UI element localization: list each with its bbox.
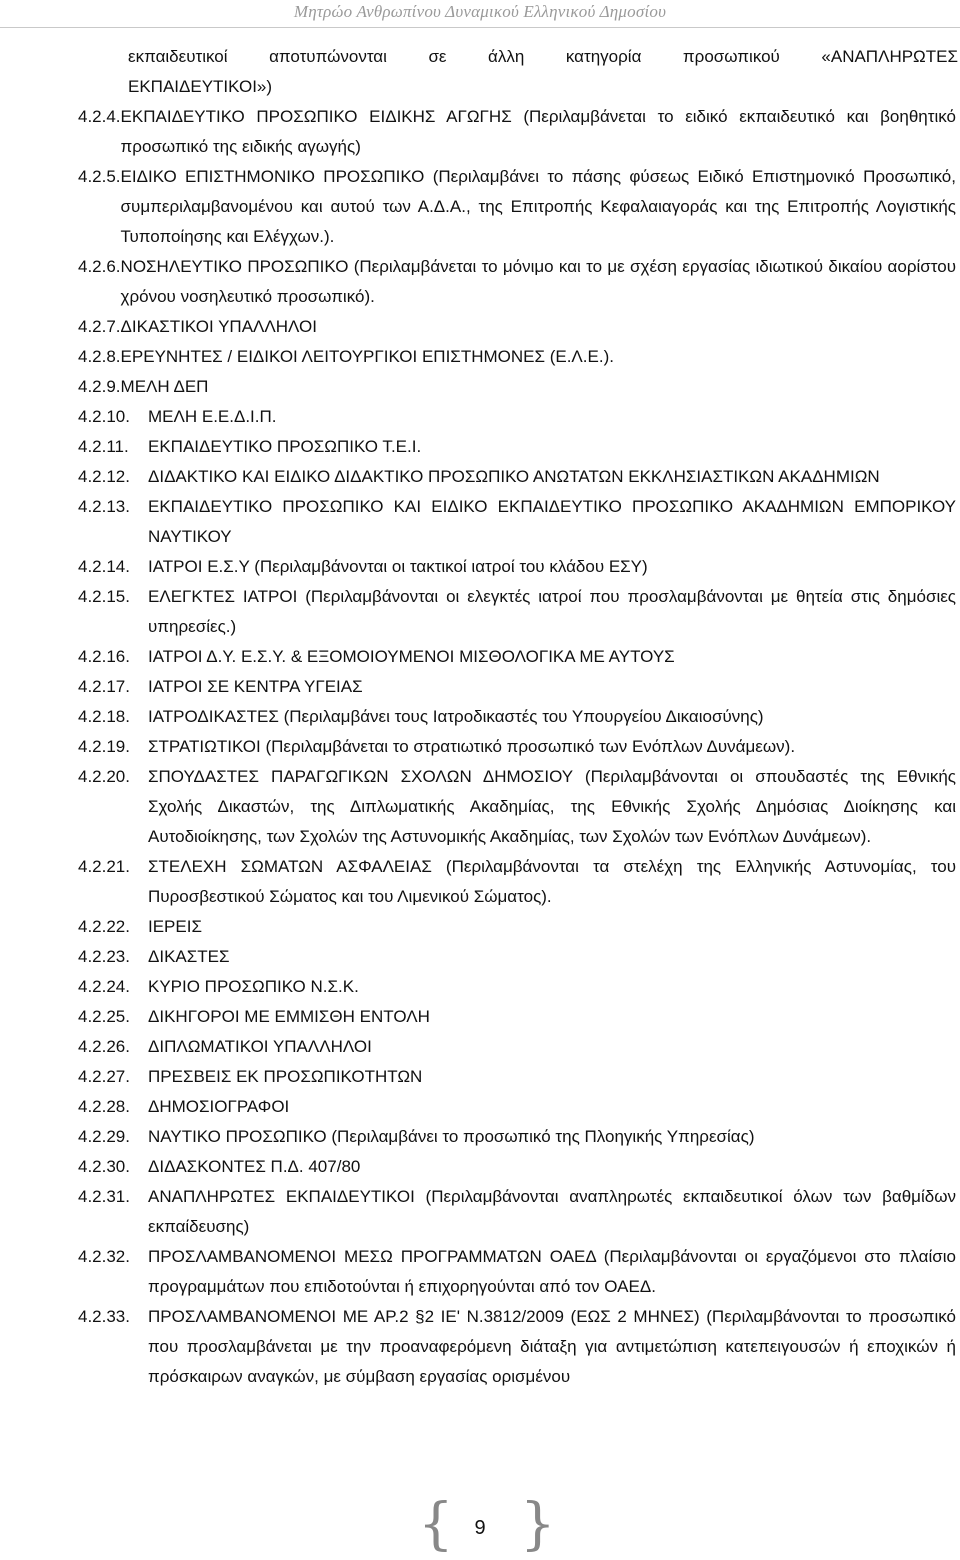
- item-text: ΕΛΕΓΚΤΕΣ ΙΑΤΡΟΙ (Περιλαμβάνονται οι ελεγκτές ιατροί που προσλαμβάνονται με θητεία στις δημόσιες υπηρεσίες.): [148, 587, 956, 636]
- page-number: 9: [474, 1517, 486, 1539]
- item-number: 4.2.17.: [78, 677, 130, 696]
- item-number: 4.2.4.: [78, 107, 121, 126]
- item-text: ΕΚΠΑΙΔΕΥΤΙΚΟ ΠΡΟΣΩΠΙΚΟ Τ.Ε.Ι.: [148, 437, 422, 456]
- item-text: ΙΑΤΡΟΙ ΣΕ ΚΕΝΤΡΑ ΥΓΕΙΑΣ: [148, 677, 363, 696]
- intro-line-1: εκπαιδευτικοί αποτυπώνονται σε άλλη κατηγορία προσωπικού «ΑΝΑΠΛΗΡΩΤΕΣ: [128, 47, 958, 66]
- list-item: [78, 642, 958, 672]
- list-item: [78, 1092, 958, 1122]
- item-number: 4.2.6.: [78, 257, 121, 276]
- page-header: [0, 0, 960, 28]
- item-number: 4.2.28.: [78, 1097, 130, 1116]
- item-number: 4.2.14.: [78, 557, 130, 576]
- item-number: 4.2.32.: [78, 1247, 130, 1266]
- item-text: ΑΝΑΠΛΗΡΩΤΕΣ ΕΚΠΑΙΔΕΥΤΙΚΟΙ (Περιλαμβάνονται αναπληρωτές εκπαιδευτικοί όλων των βαθμίδων εκπαίδευσης): [148, 1187, 956, 1236]
- list-item: [78, 552, 958, 582]
- item-text: ΣΠΟΥΔΑΣΤΕΣ ΠΑΡΑΓΩΓΙΚΩΝ ΣΧΟΛΩΝ ΔΗΜΟΣΙΟΥ (Περιλαμβάνονται οι σπουδαστές της Εθνικής Σχολής Δικαστών, της Διπλωματικής Ακαδημίας, της Εθνικής Σχολής Δημόσιας Διοίκησης και Αυτοδιοίκησης, των Σχολών της Αστυνομικής Ακαδημίας, των Σχολών των Ενόπλων Δυνάμεων).: [148, 767, 956, 846]
- item-text: ΜΕΛΗ ΔΕΠ: [120, 377, 209, 396]
- item-text: ΔΙΔΑΣΚΟΝΤΕΣ Π.Δ. 407/80: [148, 1157, 361, 1176]
- list-item: [78, 1302, 958, 1392]
- list-item: [78, 1032, 958, 1062]
- item-number: 4.2.19.: [78, 737, 130, 756]
- item-number: 4.2.30.: [78, 1157, 130, 1176]
- list-item: [78, 582, 958, 642]
- item-text: ΙΑΤΡΟΙ Δ.Υ. Ε.Σ.Υ. & ΕΞΟΜΟΙΟΥΜΕΝΟΙ ΜΙΣΘΟΛΟΓΙΚΑ ΜΕ ΑΥΤΟΥΣ: [148, 647, 675, 666]
- item-number: 4.2.8.: [78, 347, 121, 366]
- list-item: [78, 942, 958, 972]
- list-item: [78, 372, 958, 402]
- list-item: [78, 462, 958, 492]
- list-item: [78, 312, 958, 342]
- item-number: 4.2.7.: [78, 317, 121, 336]
- page-footer: [0, 1492, 960, 1560]
- item-text: ΙΑΤΡΟΔΙΚΑΣΤΕΣ (Περιλαμβάνει τους Ιατροδικαστές του Υπουργείου Δικαιοσύνης): [148, 707, 764, 726]
- item-text: ΔΙΚΑΣΤΙΚΟΙ ΥΠΑΛΛΗΛΟΙ: [120, 317, 317, 336]
- list-item: [78, 252, 958, 312]
- item-number: 4.2.33.: [78, 1307, 130, 1326]
- list-item: [78, 102, 958, 162]
- list-item: [78, 492, 958, 552]
- category-list: [78, 102, 958, 1392]
- item-text: ΔΙΔΑΚΤΙΚΟ ΚΑΙ ΕΙΔΙΚΟ ΔΙΔΑΚΤΙΚΟ ΠΡΟΣΩΠΙΚΟ ΑΝΩΤΑΤΩΝ ΕΚΚΛΗΣΙΑΣΤΙΚΩΝ ΑΚΑΔΗΜΙΩΝ: [148, 467, 880, 486]
- item-text: ΕΚΠΑΙΔΕΥΤΙΚΟ ΠΡΟΣΩΠΙΚΟ ΚΑΙ ΕΙΔΙΚΟ ΕΚΠΑΙΔΕΥΤΙΚΟ ΠΡΟΣΩΠΙΚΟ ΑΚΑΔΗΜΙΩΝ ΕΜΠΟΡΙΚΟΥ ΝΑΥΤΙΚΟΥ: [148, 497, 956, 546]
- intro-paragraph: [128, 42, 958, 102]
- item-text: ΕΙΔΙΚΟ ΕΠΙΣΤΗΜΟΝΙΚΟ ΠΡΟΣΩΠΙΚΟ (Περιλαμβάνει το πάσης φύσεως Ειδικό Επιστημονικό Προσωπικό, συμπεριλαμβανομένου και αυτού των Α.Δ.Α., της Επιτροπής Κεφαλαιαγοράς και της Επιτροπής Λογιστικής Τυποποίησης και Ελέγχων.).: [120, 167, 956, 246]
- item-number: 4.2.12.: [78, 467, 130, 486]
- left-brace-decoration: {: [418, 1492, 454, 1557]
- item-text: ΕΡΕΥΝΗΤΕΣ / ΕΙΔΙΚΟΙ ΛΕΙΤΟΥΡΓΙΚΟΙ ΕΠΙΣΤΗΜΟΝΕΣ (Ε.Λ.Ε.).: [120, 347, 614, 366]
- header-divider: [0, 27, 960, 28]
- list-item: [78, 972, 958, 1002]
- item-text: ΠΡΟΣΛΑΜΒΑΝΟΜΕΝΟΙ ΜΕ ΑΡ.2 §2 ΙΕ' Ν.3812/2009 (ΕΩΣ 2 ΜΗΝΕΣ) (Περιλαμβάνονται το προσωπικό που προσλαμβάνεται με την προαναφερόμενη διάταξη για αντιμετώπιση κατεπειγουσών ή εποχικών ή πρόσκαιρων αναγκών, με σύμβαση εργασίας ορισμένου: [148, 1307, 956, 1386]
- list-item: [78, 1152, 958, 1182]
- item-text: ΕΚΠΑΙΔΕΥΤΙΚΟ ΠΡΟΣΩΠΙΚΟ ΕΙΔΙΚΗΣ ΑΓΩΓΗΣ (Περιλαμβάνεται το ειδικό εκπαιδευτικό και βοηθητικό προσωπικό της ειδικής αγωγής): [120, 107, 956, 156]
- item-number: 4.2.27.: [78, 1067, 130, 1086]
- list-item: [78, 1242, 958, 1302]
- list-item: [78, 162, 958, 252]
- list-item: [78, 1182, 958, 1242]
- list-item: [78, 732, 958, 762]
- item-text: ΙΕΡΕΙΣ: [148, 917, 202, 936]
- list-item: [78, 402, 958, 432]
- list-item: [78, 702, 958, 732]
- list-item: [78, 1122, 958, 1152]
- item-number: 4.2.25.: [78, 1007, 130, 1026]
- item-text: ΜΕΛΗ Ε.Ε.Δ.Ι.Π.: [148, 407, 277, 426]
- right-brace-decoration: }: [520, 1492, 556, 1557]
- item-number: 4.2.20.: [78, 767, 130, 786]
- item-number: 4.2.31.: [78, 1187, 130, 1206]
- item-number: 4.2.24.: [78, 977, 130, 996]
- item-number: 4.2.5.: [78, 167, 121, 186]
- item-text: ΙΑΤΡΟΙ Ε.Σ.Υ (Περιλαμβάνονται οι τακτικοί ιατροί του κλάδου ΕΣΥ): [148, 557, 648, 576]
- item-text: ΚΥΡΙΟ ΠΡΟΣΩΠΙΚΟ Ν.Σ.Κ.: [148, 977, 359, 996]
- item-text: ΠΡΟΣΛΑΜΒΑΝΟΜΕΝΟΙ ΜΕΣΩ ΠΡΟΓΡΑΜΜΑΤΩΝ ΟΑΕΔ (Περιλαμβάνονται οι εργαζόμενοι στο πλαίσιο προγραμμάτων που επιδοτούνται ή επιχορηγούνται από τον ΟΑΕΔ.: [148, 1247, 956, 1296]
- item-text: ΝΟΣΗΛΕΥΤΙΚΟ ΠΡΟΣΩΠΙΚΟ (Περιλαμβάνεται το μόνιμο και το με σχέση εργασίας ιδιωτικού δικαίου αορίστου χρόνου νοσηλευτικό προσωπικό).: [120, 257, 956, 306]
- intro-line-2: ΕΚΠΑΙΔΕΥΤΙΚΟΙ»): [128, 77, 273, 96]
- item-number: 4.2.18.: [78, 707, 130, 726]
- item-number: 4.2.10.: [78, 407, 130, 426]
- item-number: 4.2.15.: [78, 587, 130, 606]
- item-number: 4.2.23.: [78, 947, 130, 966]
- item-text: ΣΤΡΑΤΙΩΤΙΚΟΙ (Περιλαμβάνεται το στρατιωτικό προσωπικό των Ενόπλων Δυνάμεων).: [148, 737, 796, 756]
- item-text: ΣΤΕΛΕΧΗ ΣΩΜΑΤΩΝ ΑΣΦΑΛΕΙΑΣ (Περιλαμβάνονται τα στελέχη της Ελληνικής Αστυνομίας, του Πυροσβεστικού Σώματος και του Λιμενικού Σώματος).: [148, 857, 956, 906]
- list-item: [78, 852, 958, 912]
- item-number: 4.2.13.: [78, 497, 130, 516]
- item-number: 4.2.22.: [78, 917, 130, 936]
- list-item: [78, 342, 958, 372]
- list-item: [78, 762, 958, 852]
- item-text: ΔΙΠΛΩΜΑΤΙΚΟΙ ΥΠΑΛΛΗΛΟΙ: [148, 1037, 372, 1056]
- item-text: ΝΑΥΤΙΚΟ ΠΡΟΣΩΠΙΚΟ (Περιλαμβάνει το προσωπικό της Πλοηγικής Υπηρεσίας): [148, 1127, 755, 1146]
- list-item: [78, 432, 958, 462]
- list-item: [78, 1002, 958, 1032]
- document-body: [78, 42, 958, 1392]
- header-title: Μητρώο Ανθρωπίνου Δυναμικού Ελληνικού Δημοσίου: [293, 2, 667, 21]
- item-number: 4.2.9.: [78, 377, 121, 396]
- item-number: 4.2.26.: [78, 1037, 130, 1056]
- item-text: ΔΙΚΑΣΤΕΣ: [148, 947, 230, 966]
- item-text: ΠΡΕΣΒΕΙΣ ΕΚ ΠΡΟΣΩΠΙΚΟΤΗΤΩΝ: [148, 1067, 423, 1086]
- item-text: ΔΗΜΟΣΙΟΓΡΑΦΟΙ: [148, 1097, 290, 1116]
- item-number: 4.2.21.: [78, 857, 130, 876]
- item-number: 4.2.11.: [78, 437, 129, 456]
- item-number: 4.2.16.: [78, 647, 130, 666]
- item-number: 4.2.29.: [78, 1127, 130, 1146]
- item-text: ΔΙΚΗΓΟΡΟΙ ΜΕ ΕΜΜΙΣΘΗ ΕΝΤΟΛΗ: [148, 1007, 430, 1026]
- list-item: [78, 912, 958, 942]
- list-item: [78, 672, 958, 702]
- list-item: [78, 1062, 958, 1092]
